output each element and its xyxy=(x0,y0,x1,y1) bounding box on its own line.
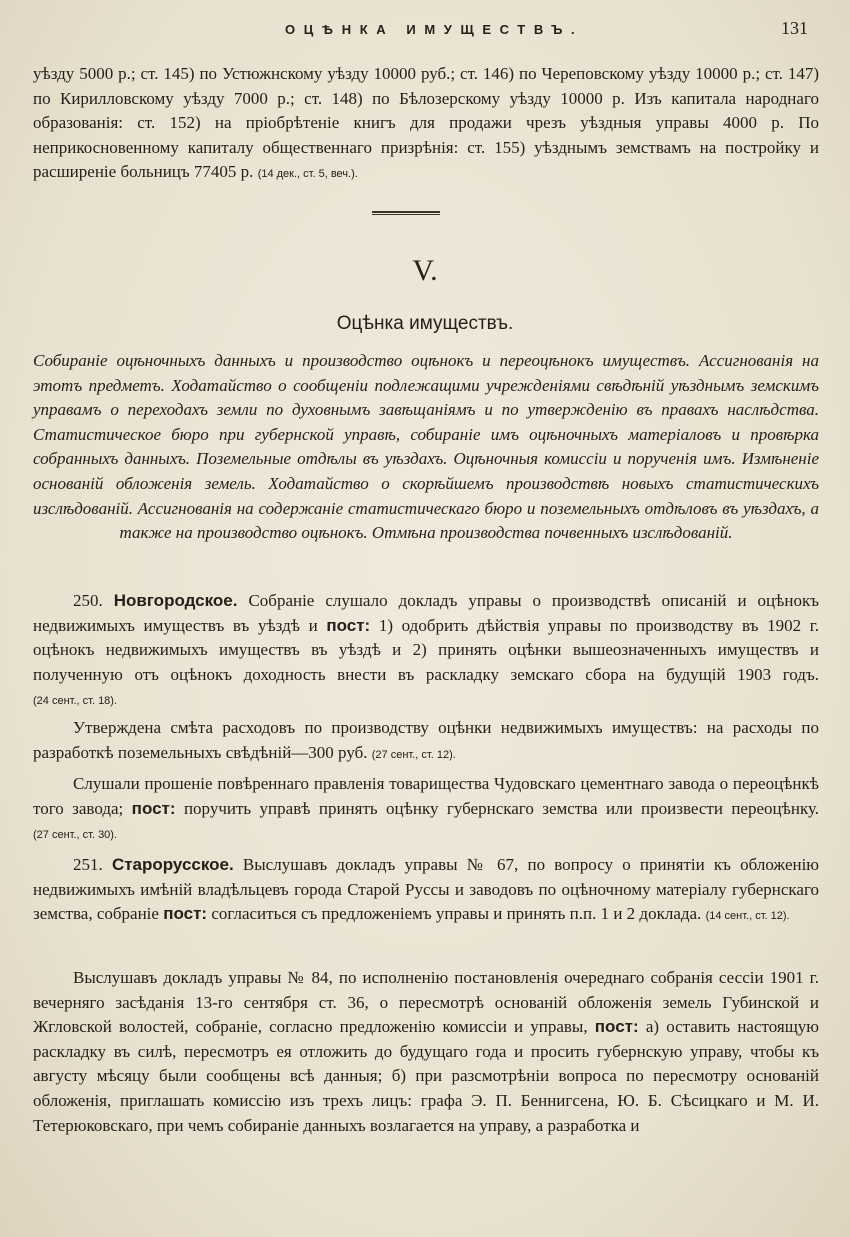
paragraph-reference: (27 сент., ст. 12). xyxy=(371,748,456,761)
paragraph-reference: (24 сент., ст. 18). xyxy=(33,695,118,708)
paragraph-text: Выслушавъ докладъ управы № 67, по вопросу о принятіи къ обложенію недвижимыхъ имѣній владѣльцевъ города Старой Руссы и заводовъ по оцѣночному матеріалу губернскаго земства, собраніе xyxy=(33,855,820,924)
paragraph-reference: (27 сент., ст. 30). xyxy=(33,829,118,842)
section-title: Оцѣнка имуществъ. xyxy=(336,313,514,334)
paragraph-text: Собраніе слушало докладъ управы о производствѣ описаній и оцѣнокъ недвижимыхъ имуществъ въ уѣздѣ и xyxy=(33,591,820,635)
section-divider xyxy=(372,211,440,215)
paragraph-text: Слушали прошеніе повѣреннаго правленія товарищества Чудовскаго цементнаго завода о переоцѣнкѣ того завода; xyxy=(33,774,819,818)
page-number: 131 xyxy=(781,18,808,38)
paragraph-cement-plant xyxy=(33,772,819,848)
resolution-marker: пост: xyxy=(594,1017,639,1037)
paragraph-text-continued: а) оставить настоящую раскладку въ силѣ, пересмотръ ея отложить до будущаго года и просить губернскую управу, чтобы къ августу мѣсяцу были сообщены всѣ данныя; б) при разсмотрѣніи вопроса по пересмотру основаній обложенія, приглашать комиссію изъ трехъ лицъ: графа Э. П. Беннигсена, Ю. Б. Сѣсицкаго и М. И. Тетерюковскаго, при чемъ собираніе данныхъ возлагается на управу, а разработка и xyxy=(33,1017,820,1135)
page-header xyxy=(0,18,850,42)
resolution-marker: пост: xyxy=(163,904,208,924)
running-title: ОЦѢНКА ИМУЩЕСТВЪ. xyxy=(285,22,584,37)
paragraph-text-continued: поручить управѣ принять оцѣнку губернскаго земства или произвести переоцѣнку. xyxy=(183,798,820,818)
section-number: V. xyxy=(412,254,438,287)
zemstvo-name: Старорусское. xyxy=(111,855,234,874)
paragraph-budget xyxy=(33,716,819,767)
intro-paragraph xyxy=(33,62,819,187)
zemstvo-name: Новгородское. xyxy=(113,591,238,610)
intro-reference: (14 дек., ст. 5, веч.). xyxy=(257,168,358,181)
paragraph-250 xyxy=(33,589,819,714)
paragraph-text-continued: 1) одобрить дѣйствія управы по производству въ 1902 г. оцѣнокъ недвижимыхъ имуществъ въ уѣздѣ и 2) принять оцѣнки вышеозначенныхъ имуществъ и полученную отъ оцѣнокъ доходность внести въ раскладку земскаго сбора на будущій 1903 годъ. xyxy=(33,615,820,684)
section-summary: Собираніе оцѣночныхъ данныхъ и производство оцѣнокъ и переоцѣнокъ имуществъ. Ассигнованія на этотъ предметъ. Ходатайство о сообщеніи подлежащими учрежденіями свѣдѣній уѣзднымъ земскимъ управамъ о переходахъ земли по духовнымъ завѣщаніямъ и по утвержденію въ правахъ наслѣдства. Статистическое бюро при губернской управѣ, собираніе имъ оцѣночныхъ матеріаловъ и провѣрка собранныхъ данныхъ. Поземельные отдѣлы въ уѣздахъ. Оцѣночныя комиссіи и порученія имъ. Измѣненіе основаній обложенія земель. Ходатайство о скорѣйшемъ производствѣ новыхъ статистическихъ изслѣдованій. Ассигнованія на содержаніе статистическаго бюро и поземельныхъ отдѣловъ въ уѣздахъ, а также на производство оцѣнокъ. Отмѣна производства почвенныхъ изслѣдованій. xyxy=(33,351,819,543)
paragraph-number: 250. xyxy=(73,591,103,610)
paragraph-text: Утверждена смѣта расходовъ по производству оцѣнки недвижимыхъ имуществъ: на расходы по разработкѣ поземельныхъ свѣдѣній—300 руб. xyxy=(33,718,819,762)
paragraph-report-84 xyxy=(33,966,819,1138)
paragraph-number: 251. xyxy=(73,855,103,874)
paragraph-251 xyxy=(33,853,819,929)
paragraph-text: Выслушавъ докладъ управы № 84, по исполненію постановленія очереднаго собранія сессіи 1901 г. вечерняго засѣданія 13-го сентября ст. 36, о пересмотрѣ основаній обложенія земель Губинской и Жгловской волостей, собраніе, согласно предложенію комиссіи и управы, xyxy=(33,968,819,1037)
resolution-marker: пост: xyxy=(131,798,176,818)
paragraph-text-continued: согласиться съ предложеніемъ управы и принять п.п. 1 и 2 доклада. xyxy=(211,904,702,924)
paragraph-reference: (14 сент., ст. 12). xyxy=(705,910,790,923)
resolution-marker: пост: xyxy=(326,615,371,635)
intro-text: уѣзду 5000 р.; ст. 145) по Устюжнскому уѣзду 10000 руб.; ст. 146) по Череповскому уѣзду 10000 р.; ст. 147) по Кирилловскому уѣзду 7000 р.; ст. 148) по Бѣлозерскому уѣзду 10000 р. Изъ капитала народнаго образованія: ст. 152) на пріобрѣтеніе книгъ для продажи чрезъ уѣздныя управы 4000 р. По неприкосновенному капиталу общественнаго призрѣнія: ст. 155) уѣзднымъ земствамъ на постройку и расширеніе больницъ 77405 р. xyxy=(33,64,819,182)
